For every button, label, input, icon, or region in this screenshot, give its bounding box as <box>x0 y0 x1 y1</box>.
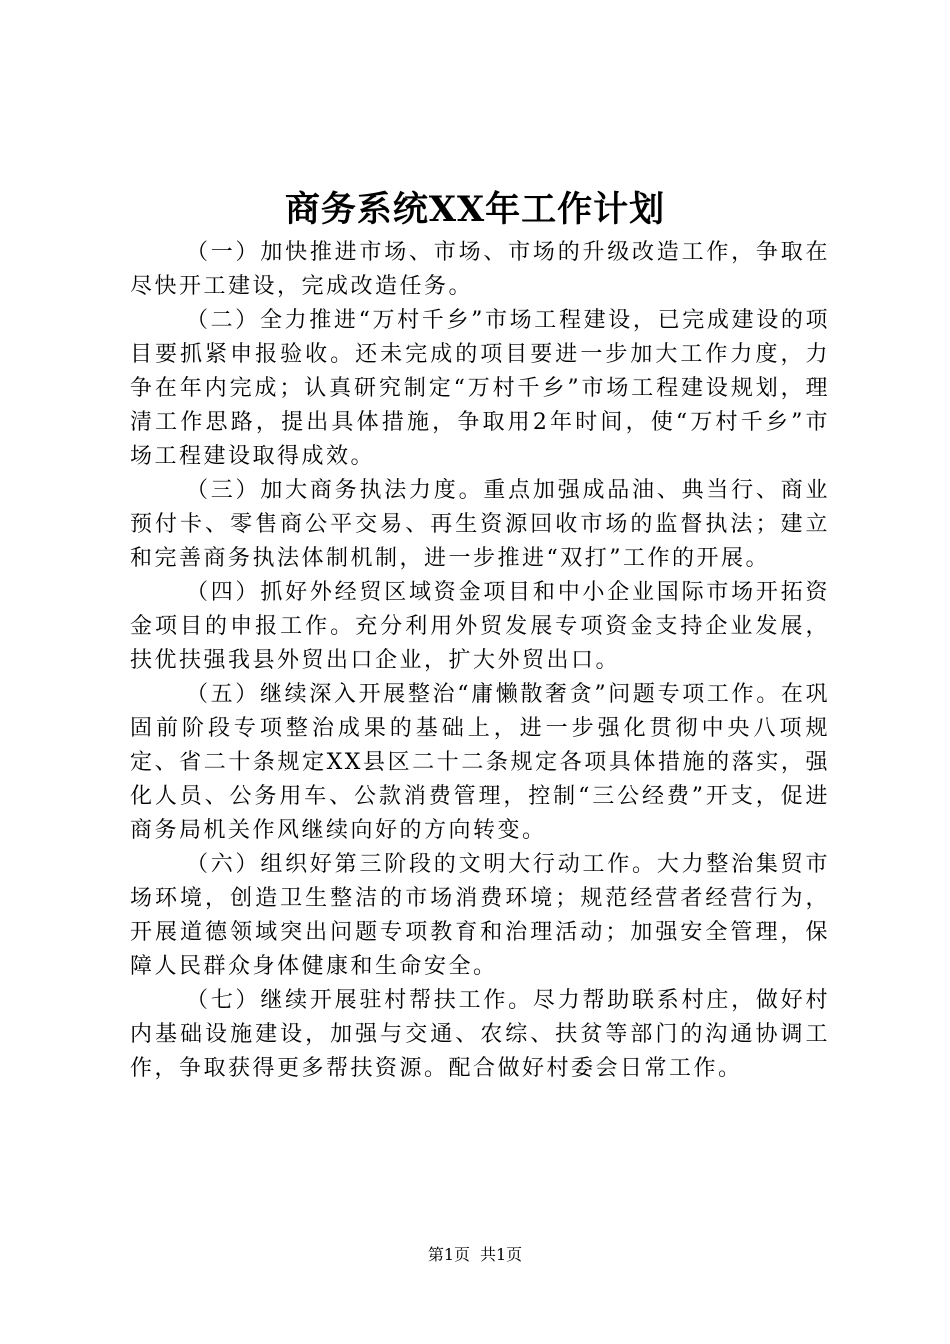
paragraph-1: （一）加快推进市场、市场、市场的升级改造工作，争取在尽快开工建设，完成改造任务。 <box>130 240 830 299</box>
paragraph-2: （二）全力推进“万村千乡”市场工程建设，已完成建设的项目要抓紧申报验收。还未完成的项目要进一步加大工作力度，力争在年内完成；认真研究制定“万村千乡”市场工程建设规划，理清工作思路，提出具体措施，争取用2年时间，使“万村千乡”市场工程建设取得成效。 <box>130 308 830 469</box>
paragraph-6: （六）组织好第三阶段的文明大行动工作。大力整治集贸市场环境，创造卫生整洁的市场消费环境；规范经营者经营行为，开展道德领域突出问题专项教育和治理活动；加强安全管理，保障人民群众身体健康和生命安全。 <box>130 852 830 979</box>
paragraph-4: （四）抓好外经贸区域资金项目和中小企业国际市场开拓资金项目的申报工作。充分利用外贸发展专项资金支持企业发展，扶优扶强我县外贸出口企业，扩大外贸出口。 <box>130 580 830 673</box>
paragraph-3: （三）加大商务执法力度。重点加强成品油、典当行、商业预付卡、零售商公平交易、再生资源回收市场的监督执法；建立和完善商务执法体制机制，进一步推进“双打”工作的开展。 <box>130 478 830 571</box>
document-title: 商务系统XX年工作计划 <box>284 189 666 230</box>
paragraph-7: （七）继续开展驻村帮扶工作。尽力帮助联系村庄，做好村内基础设施建设，加强与交通、农综、扶贫等部门的沟通协调工作，争取获得更多帮扶资源。配合做好村委会日常工作。 <box>130 988 830 1081</box>
page-footer <box>0 1244 950 1266</box>
page-total: 共1页 <box>480 1245 523 1264</box>
page-number: 第1页 <box>427 1245 470 1264</box>
paragraph-5: （五）继续深入开展整治“庸懒散奢贪”问题专项工作。在巩固前阶段专项整治成果的基础上，进一步强化贯彻中央八项规定、省二十条规定XX县区二十二条规定各项具体措施的落实，强化人员、公务用车、公款消费管理，控制“三公经费”开支，促进商务局机关作风继续向好的方向转变。 <box>130 682 830 843</box>
document-body <box>130 236 830 1086</box>
